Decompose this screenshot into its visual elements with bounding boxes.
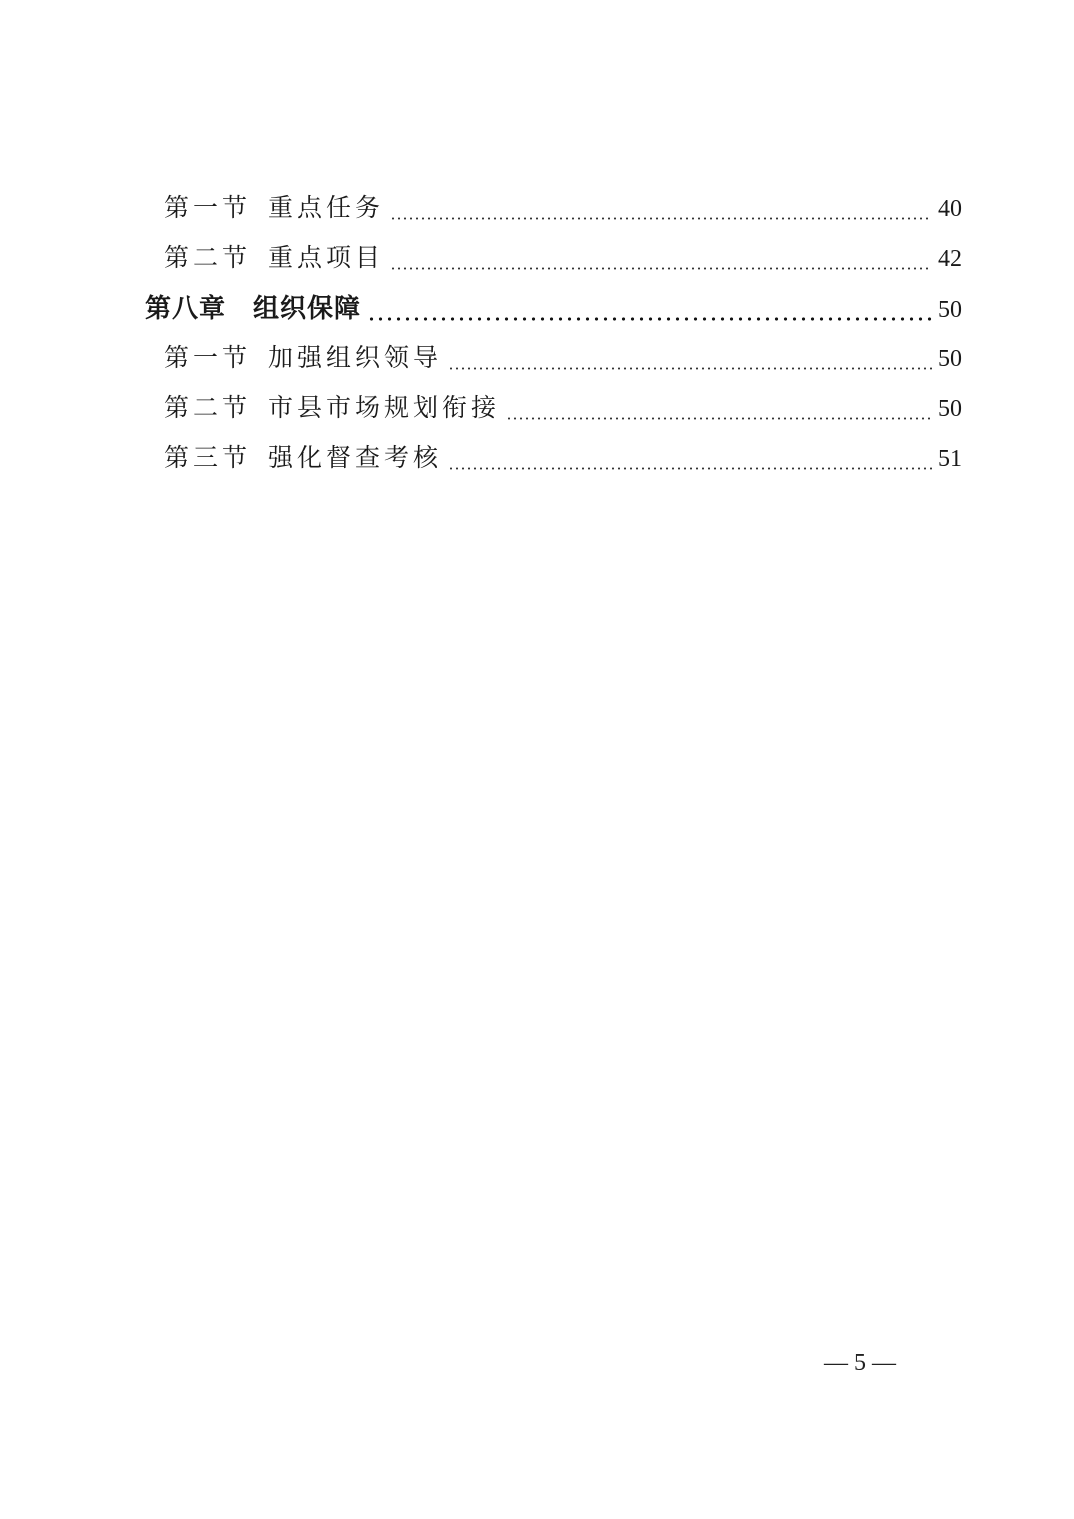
- dot-leader: [448, 367, 932, 370]
- section-number: 第三节: [164, 443, 252, 472]
- chapter-title: 组织保障: [253, 294, 362, 324]
- toc-entry-section[interactable]: [164, 438, 962, 478]
- section-title: 市县市场规划衔接: [268, 393, 501, 422]
- section-title: 加强组织领导: [268, 343, 443, 372]
- dot-leader: [390, 267, 932, 270]
- page-number-footer: — 5 —: [824, 1350, 896, 1376]
- dot-leader: [506, 417, 932, 420]
- toc-entry-section[interactable]: [164, 238, 962, 278]
- page-reference: 50: [938, 346, 962, 372]
- page-reference: 40: [938, 196, 962, 222]
- section-number: 第二节: [164, 243, 252, 272]
- section-number: 第一节: [164, 193, 252, 222]
- section-number: 第一节: [164, 343, 252, 372]
- page-reference: 42: [938, 246, 962, 272]
- toc-entry-section[interactable]: [164, 388, 962, 428]
- section-number: 第二节: [164, 393, 252, 422]
- section-title: 重点项目: [268, 243, 385, 272]
- dot-leader: [448, 467, 932, 470]
- dot-leader: [367, 317, 932, 321]
- page-reference: 50: [938, 297, 962, 323]
- page-reference: 51: [938, 446, 962, 472]
- dot-leader: [390, 217, 932, 220]
- toc-entry-section[interactable]: [164, 188, 962, 228]
- chapter-number: 第八章: [145, 294, 227, 324]
- section-title: 强化督查考核: [268, 443, 443, 472]
- toc-entry-chapter[interactable]: [145, 288, 962, 328]
- section-title: 重点任务: [268, 193, 385, 222]
- toc-entry-section[interactable]: [164, 338, 962, 378]
- page-reference: 50: [938, 396, 962, 422]
